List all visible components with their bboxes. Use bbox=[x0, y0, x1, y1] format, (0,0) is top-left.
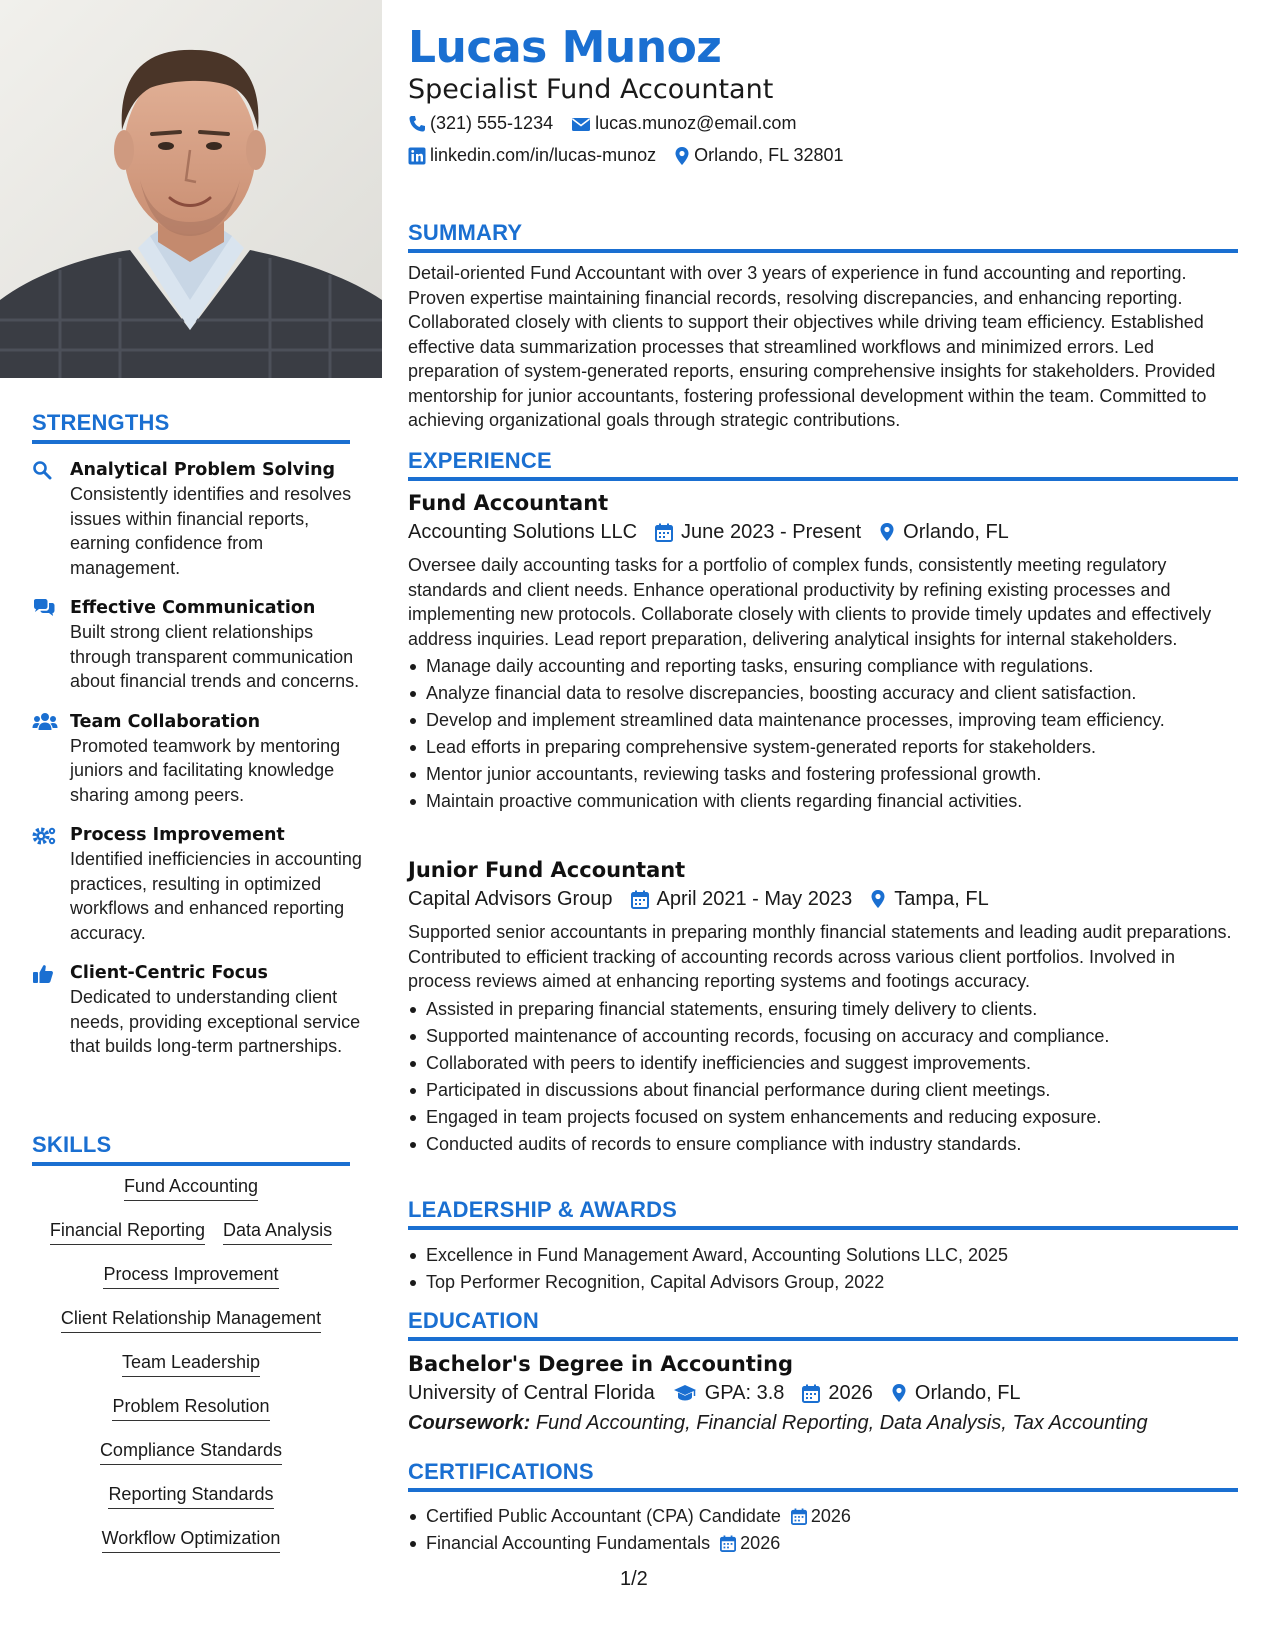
job-title: Fund Accountant bbox=[408, 491, 609, 515]
list-item: Participated in discussions about financial performance during client meetings. bbox=[408, 1077, 1238, 1104]
strength-item bbox=[32, 458, 362, 580]
calendar-icon bbox=[655, 523, 673, 542]
certification-name: Certified Public Accountant (CPA) Candidate bbox=[426, 1506, 781, 1526]
job-bullets bbox=[408, 653, 1238, 815]
contact-row-2 bbox=[408, 145, 844, 166]
strength-description: Identified inefficiencies in accounting practices, resulting in optimized workflows and enhanced reporting accuracy. bbox=[70, 849, 362, 943]
list-item: Conducted audits of records to ensure compliance with industry standards. bbox=[408, 1131, 1238, 1158]
job-location: Orlando, FL bbox=[903, 521, 1009, 543]
calendar-icon bbox=[631, 890, 649, 909]
strength-item bbox=[32, 596, 362, 694]
certification-year: 2026 bbox=[810, 1506, 851, 1526]
certifications-list bbox=[408, 1501, 1238, 1557]
profile-photo bbox=[0, 0, 382, 378]
phone-text: (321) 555-1234 bbox=[430, 113, 554, 133]
list-item: Lead efforts in preparing comprehensive system-generated reports for stakeholders. bbox=[408, 734, 1238, 761]
job-meta bbox=[408, 884, 1238, 914]
strength-item bbox=[32, 961, 362, 1059]
map-pin-icon bbox=[870, 889, 886, 909]
strength-title: Process Improvement bbox=[70, 825, 285, 845]
location-contact bbox=[674, 145, 843, 166]
job-summary: Oversee daily accounting tasks for a portfolio of complex funds, consistently meeting regulatory standards and client needs. Enhance operational productivity by refining existing processes and implementing new protocols. Collaborate closely with clients to provide timely updates and effectively address inquiries. Lead report preparation, delivering analytical insights for internal stakeholders. bbox=[408, 555, 1212, 649]
skills-heading: SKILLS bbox=[32, 1132, 350, 1166]
skills-list bbox=[32, 1176, 350, 1572]
phone-contact[interactable] bbox=[408, 113, 553, 134]
list-item: Analyze financial data to resolve discrepancies, boosting accuracy and client satisfaction. bbox=[408, 680, 1238, 707]
calendar-icon bbox=[802, 1384, 820, 1403]
map-pin-icon bbox=[891, 1383, 907, 1403]
education-entry bbox=[408, 1350, 1238, 1438]
strength-title: Effective Communication bbox=[70, 598, 316, 618]
degree-title: Bachelor's Degree in Accounting bbox=[408, 1352, 794, 1376]
job-title: Junior Fund Accountant bbox=[408, 858, 686, 882]
company-name: Accounting Solutions LLC bbox=[408, 521, 638, 543]
thumbs-up-icon bbox=[32, 961, 70, 1059]
school-location: Orlando, FL bbox=[914, 1382, 1021, 1404]
skill-tag: Data Analysis bbox=[223, 1220, 332, 1245]
page-number: 1/2 bbox=[620, 1568, 648, 1590]
skill-tag: Client Relationship Management bbox=[61, 1308, 321, 1333]
skill-tag: Workflow Optimization bbox=[102, 1528, 281, 1553]
job-bullets bbox=[408, 996, 1238, 1158]
cogs-icon bbox=[32, 823, 70, 945]
list-item: Top Performer Recognition, Capital Advisors Group, 2022 bbox=[408, 1269, 1238, 1296]
list-item: Collaborated with peers to identify inefficiencies and suggest improvements. bbox=[408, 1050, 1238, 1077]
summary-heading: SUMMARY bbox=[408, 220, 1238, 253]
certifications-heading: CERTIFICATIONS bbox=[408, 1459, 1238, 1492]
graduation-cap-icon bbox=[673, 1384, 697, 1402]
map-pin-icon bbox=[674, 146, 690, 166]
strength-item bbox=[32, 823, 362, 945]
coursework bbox=[408, 1408, 1238, 1438]
strength-description: Dedicated to understanding client needs, providing exceptional service that builds long-term partnerships. bbox=[70, 987, 361, 1056]
education-meta bbox=[408, 1378, 1238, 1408]
job-dates: June 2023 - Present bbox=[681, 521, 862, 543]
strength-description: Built strong client relationships through transparent communication about financial trends and concerns. bbox=[70, 622, 360, 691]
skill-tag: Compliance Standards bbox=[100, 1440, 282, 1465]
phone-icon bbox=[408, 115, 426, 133]
company-name: Capital Advisors Group bbox=[408, 888, 613, 910]
list-item: Develop and implement streamlined data maintenance processes, improving team efficiency. bbox=[408, 707, 1238, 734]
strengths-list bbox=[32, 458, 362, 1075]
users-icon bbox=[32, 710, 70, 808]
linkedin-icon bbox=[408, 147, 426, 165]
awards-heading: LEADERSHIP & AWARDS bbox=[408, 1197, 1238, 1230]
strength-title: Analytical Problem Solving bbox=[70, 460, 336, 480]
email-contact[interactable] bbox=[571, 113, 796, 134]
coursework-label: Coursework: bbox=[408, 1412, 531, 1434]
list-item: Excellence in Fund Management Award, Accounting Solutions LLC, 2025 bbox=[408, 1242, 1238, 1269]
skill-tag: Financial Reporting bbox=[50, 1220, 205, 1245]
email-text: lucas.munoz@email.com bbox=[595, 113, 797, 133]
skill-tag: Team Leadership bbox=[122, 1352, 260, 1377]
education-heading: EDUCATION bbox=[408, 1308, 1238, 1341]
strength-description: Consistently identifies and resolves issues within financial reports, earning confidence from management. bbox=[70, 484, 352, 578]
job-location: Tampa, FL bbox=[894, 888, 989, 910]
school-name: University of Central Florida bbox=[408, 1382, 655, 1404]
list-item bbox=[408, 1530, 1238, 1557]
skill-tag: Reporting Standards bbox=[108, 1484, 273, 1509]
certification-year: 2026 bbox=[740, 1533, 781, 1553]
list-item: Assisted in preparing financial statements, ensuring timely delivery to clients. bbox=[408, 996, 1238, 1023]
job-dates: April 2021 - May 2023 bbox=[656, 888, 853, 910]
skill-tag: Fund Accounting bbox=[124, 1176, 258, 1201]
strength-title: Client-Centric Focus bbox=[70, 963, 268, 983]
skill-tag: Problem Resolution bbox=[112, 1396, 269, 1421]
graduation-year: 2026 bbox=[828, 1382, 873, 1404]
search-icon bbox=[32, 458, 70, 580]
summary-text: Detail-oriented Fund Accountant with over 3 years of experience in fund accounting and reporting. Proven expertise maintaining financial records, resolving discrepancies, and enhancing reporting. Collaborated closely with clients to support their objectives while driving team efficiency. Established effective data summarization processes that streamlined workflows and minimized errors. Led preparation of system-generated reports, ensuring comprehensive insights for stakeholders. Provided mentorship for junior accountants, fostering professional development within the team. Committed to achieving organizational goals through strategic contributions. bbox=[408, 263, 1216, 430]
certification-name: Financial Accounting Fundamentals bbox=[426, 1533, 711, 1553]
calendar-icon bbox=[720, 1535, 736, 1552]
gpa-text: GPA: 3.8 bbox=[704, 1382, 785, 1404]
calendar-icon bbox=[791, 1508, 807, 1525]
envelope-icon bbox=[571, 116, 591, 132]
strength-description: Promoted teamwork by mentoring juniors and facilitating knowledge sharing among peers. bbox=[70, 735, 341, 805]
job-summary: Supported senior accountants in preparing monthly financial statements and leading audit preparations. Contributed to efficient tracking of accounting records across various client portfolios. Involved in process reviews aimed at enhancing reporting systems and footings accuracy. bbox=[408, 922, 1232, 991]
skill-tag: Process Improvement bbox=[103, 1264, 278, 1289]
candidate-title: Specialist Fund Accountant bbox=[408, 74, 774, 105]
job-entry bbox=[408, 856, 1238, 1158]
map-pin-icon bbox=[879, 522, 895, 542]
linkedin-contact[interactable] bbox=[408, 145, 656, 166]
job-meta bbox=[408, 517, 1238, 547]
job-entry bbox=[408, 489, 1238, 815]
experience-heading: EXPERIENCE bbox=[408, 448, 1238, 481]
awards-list bbox=[408, 1240, 1238, 1296]
strength-title: Team Collaboration bbox=[70, 711, 261, 732]
strength-item bbox=[32, 710, 362, 808]
strengths-heading: STRENGTHS bbox=[32, 410, 350, 444]
sidebar bbox=[0, 0, 382, 1650]
contact-row-1 bbox=[408, 113, 796, 134]
list-item: Mentor junior accountants, reviewing tasks and fostering professional growth. bbox=[408, 761, 1238, 788]
list-item: Engaged in team projects focused on system enhancements and reducing exposure. bbox=[408, 1104, 1238, 1131]
list-item: Supported maintenance of accounting records, focusing on accuracy and compliance. bbox=[408, 1023, 1238, 1050]
linkedin-text: linkedin.com/in/lucas-munoz bbox=[430, 145, 657, 165]
list-item: Maintain proactive communication with clients regarding financial activities. bbox=[408, 788, 1238, 815]
list-item bbox=[408, 1503, 1238, 1530]
list-item: Manage daily accounting and reporting tasks, ensuring compliance with regulations. bbox=[408, 653, 1238, 680]
candidate-name: Lucas Munoz bbox=[408, 22, 722, 73]
coursework-list: Fund Accounting, Financial Reporting, Data Analysis, Tax Accounting bbox=[535, 1412, 1148, 1434]
comments-icon bbox=[32, 596, 70, 694]
location-text: Orlando, FL 32801 bbox=[694, 145, 844, 165]
